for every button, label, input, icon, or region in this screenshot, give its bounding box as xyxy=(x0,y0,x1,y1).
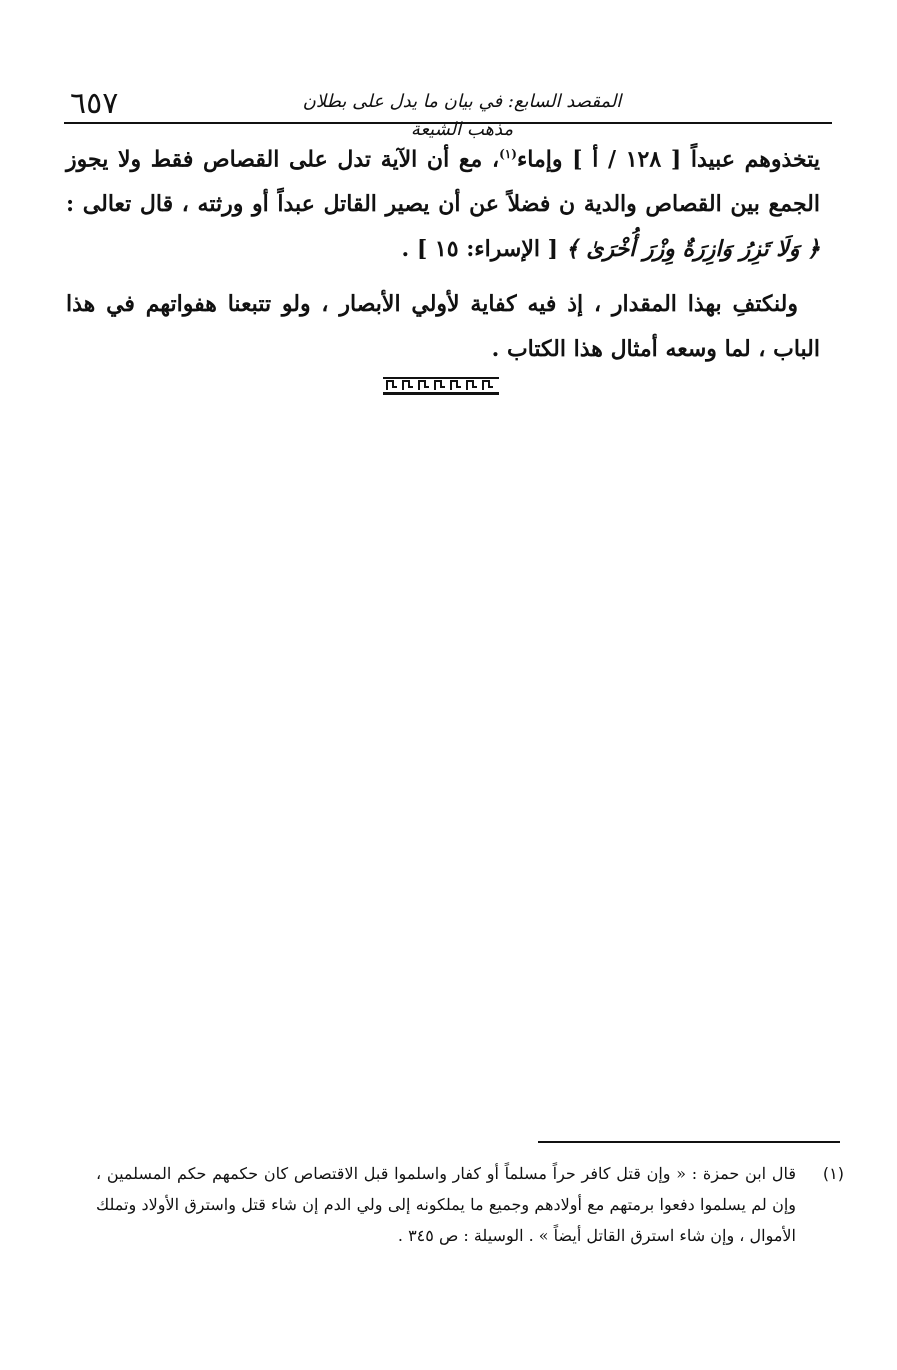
main-text xyxy=(66,132,820,372)
paragraph-1-part-1: يتخذوهم عبيداً [ ١٢٨ / أ ] وإماء xyxy=(516,146,820,173)
running-title: المقصد السابع: في بيان ما يدل على بطلان مذهب الشيعة xyxy=(302,91,622,140)
section-end-ornament xyxy=(383,375,499,397)
page-header xyxy=(64,82,832,140)
footnote-reference: (١) xyxy=(499,147,517,161)
footnote-separator xyxy=(538,1141,840,1143)
quran-verse: ﴿ وَلَا تَزِرُ وَازِرَةٌ وِزْرَ أُخْرَىٰ ﴾ xyxy=(565,236,820,263)
footnote-text: قال ابن حمزة : « وإن قتل كافر حراً مسلماً أو كفار واسلموا قبل الاقتصاص كان حكمهم حكم المسلمين ، وإن لم يسلموا دفعوا برمتهم مع أولادهم وجميع ما يملكونه إلى ولي الدم إن شاء قتل واسترق الأولاد وتملك الأموال ، وإن شاء استرق القاتل أيضاً » . الوسيلة : ص ٣٤٥ . xyxy=(96,1164,796,1245)
paragraph-1 xyxy=(66,132,820,272)
verse-reference: [ الإسراء: ١٥ ] . xyxy=(401,236,559,263)
paragraph-2: ولنكتفِ بهذا المقدار ، إذ فيه كفاية لأولي الأبصار ، ولو تتبعنا هفواتهم في هذا الباب ، لما وسعه أمثال هذا الكتاب . xyxy=(66,291,820,363)
footnote xyxy=(96,1158,844,1251)
page-number: ٦٥٧ xyxy=(70,86,119,121)
paragraph-1-part-2: ، مع أن الآية تدل على القصاص فقط ولا يجوز الجمع بين القصاص والدية ن فضلاً عن أن يصير القاتل عبداً أو ورثته ، قال تعالى : xyxy=(66,146,820,218)
footnote-marker: (١) xyxy=(822,1164,844,1183)
